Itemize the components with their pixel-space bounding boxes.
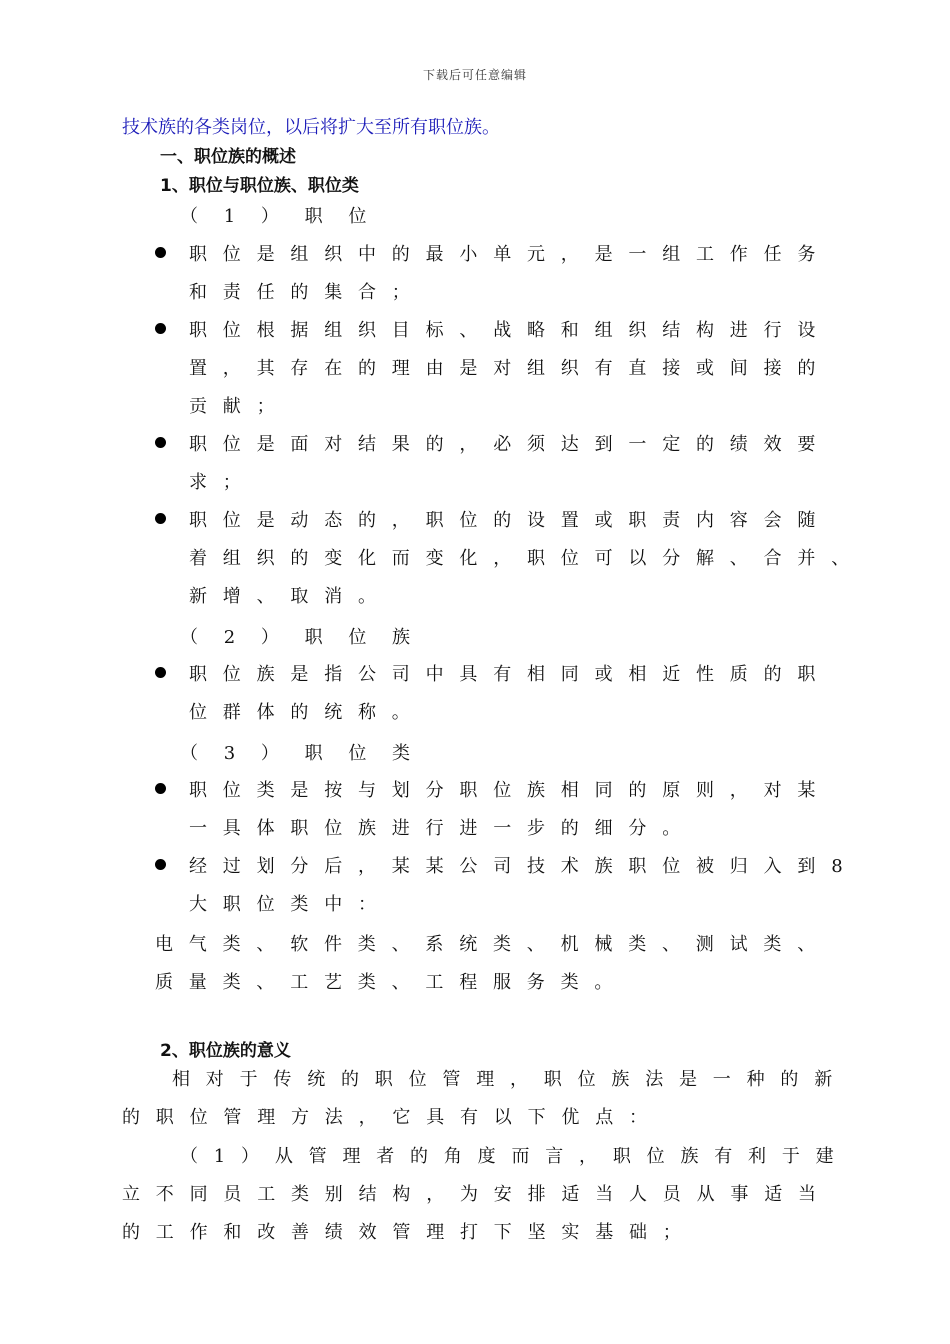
categories-line: 质量类、工艺类、工程服务类。 [155, 972, 629, 993]
bullet-line: 职位类是按与划分职位族相同的原则，对某 [189, 780, 832, 801]
intro-line: 技术族的各类岗位，以后将扩大至所有职位族。 [122, 117, 500, 138]
page-header: 下载后可任意编辑 [422, 68, 527, 82]
bullet-line: 贡献； [189, 396, 291, 417]
bullet-line: 着组织的变化而变化，职位可以分解、合并、 [189, 548, 865, 569]
bullet-line: 经过划分后，某某公司技术族职位被归入到8 [189, 856, 859, 877]
bullet-line: 一具体职位族进行进一步的细分。 [189, 818, 696, 839]
bullet-line: 职位是动态的，职位的设置或职责内容会随 [189, 510, 832, 531]
section2-point1-line: 立不同员工类别结构，为安排适当人员从事适当 [122, 1184, 832, 1205]
bullet-line: 和责任的集合； [189, 282, 426, 303]
bullet-line: 新增、取消。 [189, 586, 392, 607]
sub2-heading: （ 2 ） 职 位 族 [180, 627, 421, 648]
sub1-heading: （ 1 ） 职 位 [180, 206, 377, 227]
bullet-dot [155, 859, 166, 870]
bullet-line: 职位族是指公司中具有相同或相近性质的职 [189, 664, 832, 685]
section2-line: 相对于传统的职位管理，职位族法是一种的新 [172, 1069, 848, 1090]
bullet-dot [155, 783, 166, 794]
section2-point1-line: （1）从管理者的角度而言，职位族有利于建 [180, 1146, 850, 1167]
sub3-heading: （ 3 ） 职 位 类 [180, 743, 421, 764]
bullet-dot [155, 667, 166, 678]
bullet-dot [155, 437, 166, 448]
section2-point1-line: 的工作和改善绩效管理打下坚实基础； [122, 1222, 697, 1243]
bullet-dot [155, 513, 166, 524]
bullet-line: 置，其存在的理由是对组织有直接或间接的 [189, 358, 832, 379]
bullet-line: 位群体的统称。 [189, 702, 426, 723]
section1-1-title: 1、职位与职位族、职位类 [160, 176, 359, 196]
section2-title: 2、职位族的意义 [160, 1041, 291, 1061]
bullet-line: 求； [189, 472, 257, 493]
section1-title: 一、职位族的概述 [160, 147, 296, 167]
section2-line: 的职位管理方法，它具有以下优点： [122, 1107, 663, 1128]
bullet-line: 大职位类中： [189, 894, 392, 915]
bullet-dot [155, 323, 166, 334]
bullet-line: 职位是组织中的最小单元，是一组工作任务 [189, 244, 832, 265]
categories-line: 电气类、软件类、系统类、机械类、测试类、 [155, 934, 831, 955]
bullet-dot [155, 247, 166, 258]
bullet-line: 职位是面对结果的，必须达到一定的绩效要 [189, 434, 832, 455]
bullet-line: 职位根据组织目标、战略和组织结构进行设 [189, 320, 832, 341]
